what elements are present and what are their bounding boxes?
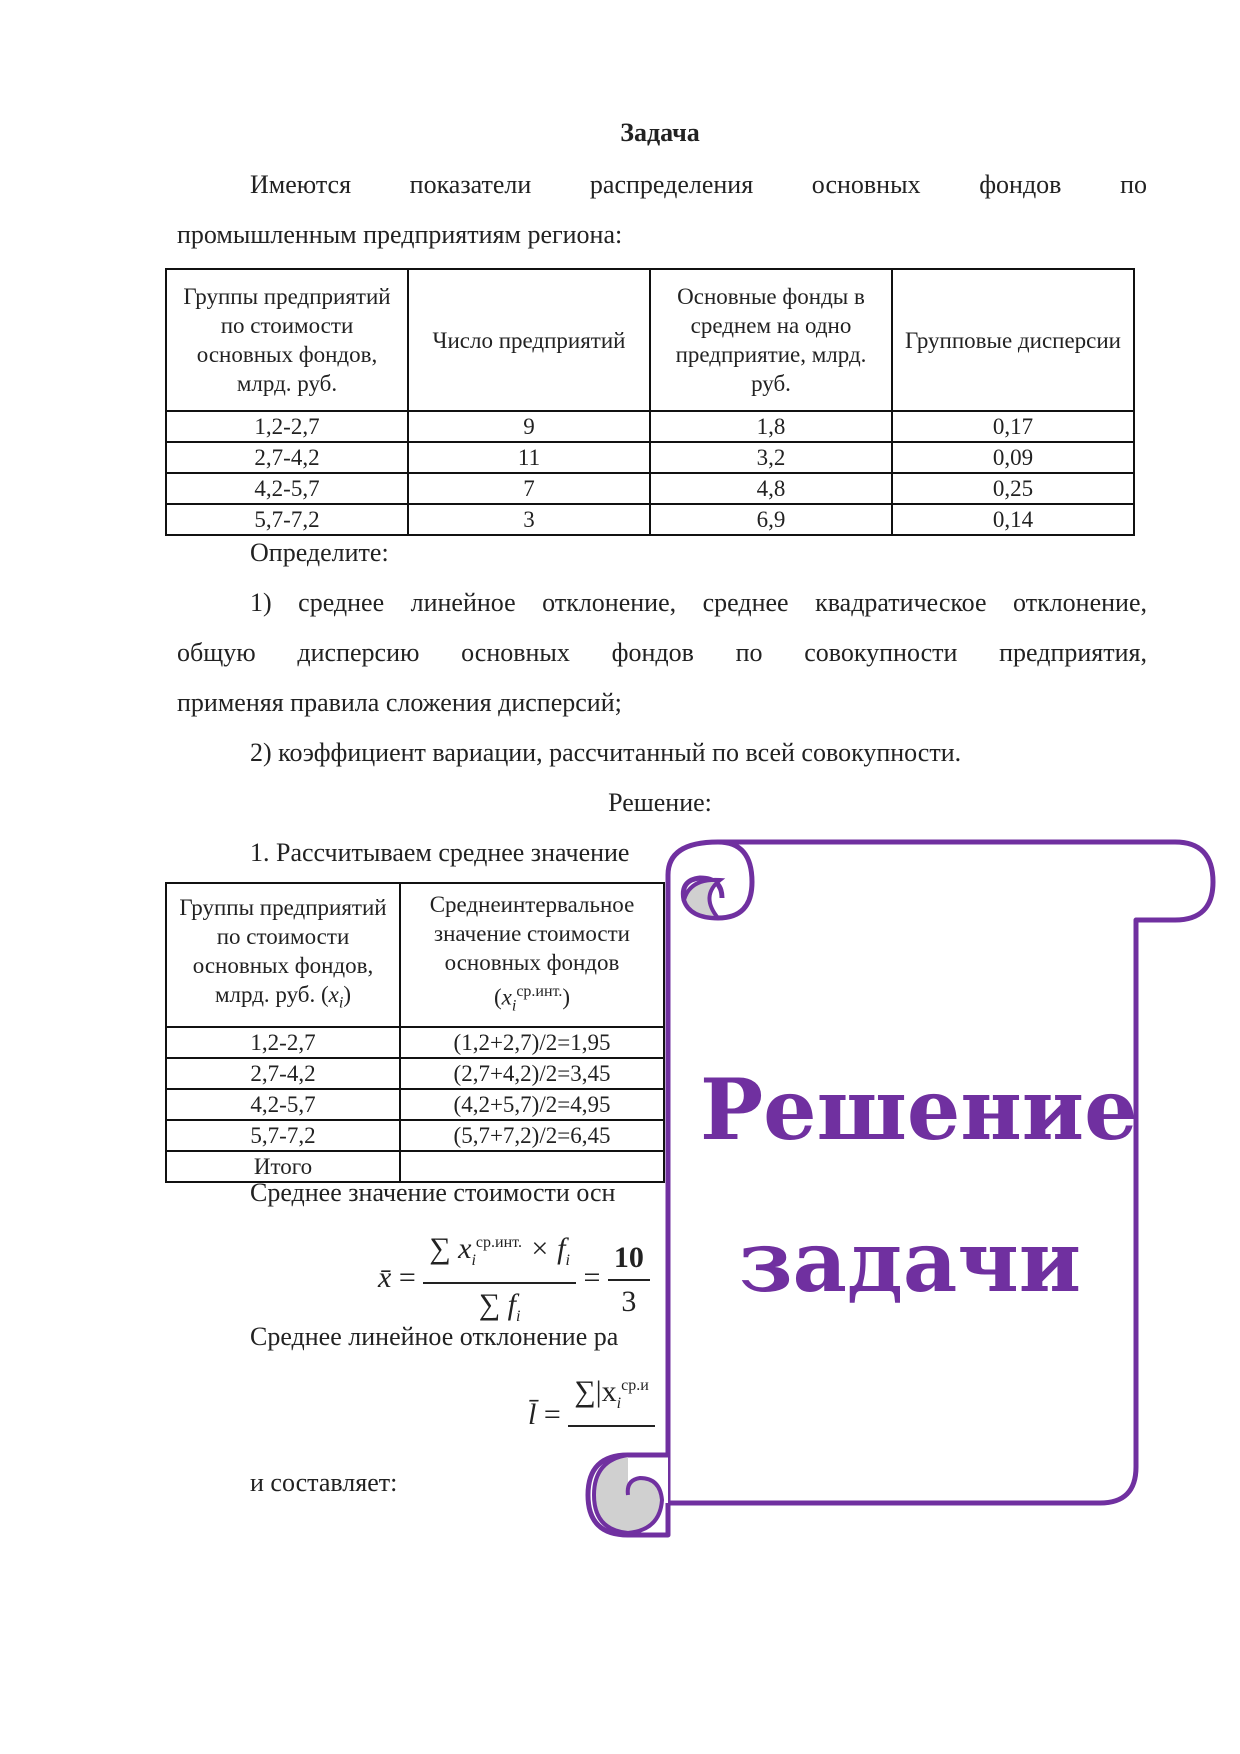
intro-word: распределения xyxy=(589,170,754,199)
solution-step1: 1. Рассчитываем среднее значение xyxy=(250,838,630,867)
table-cell: 1,2-2,7 xyxy=(166,1027,400,1058)
table-cell: 6,9 xyxy=(650,504,892,535)
table-cell: (1,2+2,7)/2=1,95 xyxy=(400,1027,664,1058)
task-item1-line1: 1) среднее линейное отклонение, среднее квадратическое отклонение, xyxy=(250,588,1147,617)
intro-word: по xyxy=(1120,170,1147,199)
task-item2: 2) коэффициент вариации, рассчитанный по всей совокупности. xyxy=(250,738,962,767)
table-header: Среднеинтервальное значение стоимости основных фондов $(x_i^{ср.инт.})$ xyxy=(400,883,664,1027)
task-item1-line3: применяя правила сложения дисперсий; xyxy=(177,688,622,717)
table-cell: 2,7-4,2 xyxy=(166,1058,400,1089)
table-cell: 2,7-4,2 xyxy=(166,442,408,473)
table-cell: 9 xyxy=(408,411,650,442)
table-header: Основные фонды в среднем на одно предприятие, млрд. руб. xyxy=(650,269,892,411)
table-cell: 4,8 xyxy=(650,473,892,504)
and-text: и составляет: xyxy=(250,1468,398,1497)
intro-line2: промышленным предприятиям региона: xyxy=(177,220,623,249)
mean-formula: x̄ = $\frac{\sum x_i^{ср.инт.} \times f_i}{\sum f_i}$ = $\frac{10}{3}$ xyxy=(378,1222,650,1338)
table-cell: 7 xyxy=(408,473,650,504)
scroll-body xyxy=(668,842,1213,1503)
table-cell: 3,2 xyxy=(650,442,892,473)
table-cell: (4,2+5,7)/2=4,95 xyxy=(400,1089,664,1120)
table-cell: 0,09 xyxy=(892,442,1134,473)
table-header: Групповые дисперсии xyxy=(892,269,1134,411)
banner-line1: Решение xyxy=(700,1060,1138,1159)
table-cell: 3 xyxy=(408,504,650,535)
table-cell: 4,2-5,7 xyxy=(166,1089,400,1120)
table-cell: 5,7-7,2 xyxy=(166,1120,400,1151)
table-cell: (5,7+7,2)/2=6,45 xyxy=(400,1120,664,1151)
intro-word: показатели xyxy=(409,170,532,199)
table-cell: 1,2-2,7 xyxy=(166,411,408,442)
table-cell: 5,7-7,2 xyxy=(166,504,408,535)
task-item1-line2: общую дисперсию основных фондов по совокупности предприятия, xyxy=(177,638,1147,667)
table-cell: 11 xyxy=(408,442,650,473)
banner-line2: задачи xyxy=(738,1212,1082,1311)
table-header: Число предприятий xyxy=(408,269,650,411)
table-header: Группы предприятий по стоимости основных фондов, млрд. руб. $(x_i)$ xyxy=(166,883,400,1027)
table-cell: (2,7+4,2)/2=3,45 xyxy=(400,1058,664,1089)
intro-word: Имеются xyxy=(250,170,352,199)
table-cell: 4,2-5,7 xyxy=(166,473,408,504)
table-cell: 0,17 xyxy=(892,411,1134,442)
mean-text: Среднее значение стоимости осн xyxy=(250,1178,616,1207)
linear-deviation-formula: l̄ = $\sum|x_i^{ср.и}$ xyxy=(528,1365,655,1469)
intro-word: фондов xyxy=(979,170,1062,199)
table-cell: Итого xyxy=(166,1151,400,1182)
determine-label: Определите: xyxy=(250,538,389,567)
intro-word: основных xyxy=(811,170,921,199)
table-cell: 1,8 xyxy=(650,411,892,442)
table-header: Группы предприятий по стоимости основных фондов, млрд. руб. xyxy=(166,269,408,411)
page-title: Задача xyxy=(620,118,700,147)
linear-deviation-text: Среднее линейное отклонение ра xyxy=(250,1322,619,1351)
table-cell: 0,25 xyxy=(892,473,1134,504)
table-cell: 0,14 xyxy=(892,504,1134,535)
solution-heading: Решение: xyxy=(608,788,712,817)
